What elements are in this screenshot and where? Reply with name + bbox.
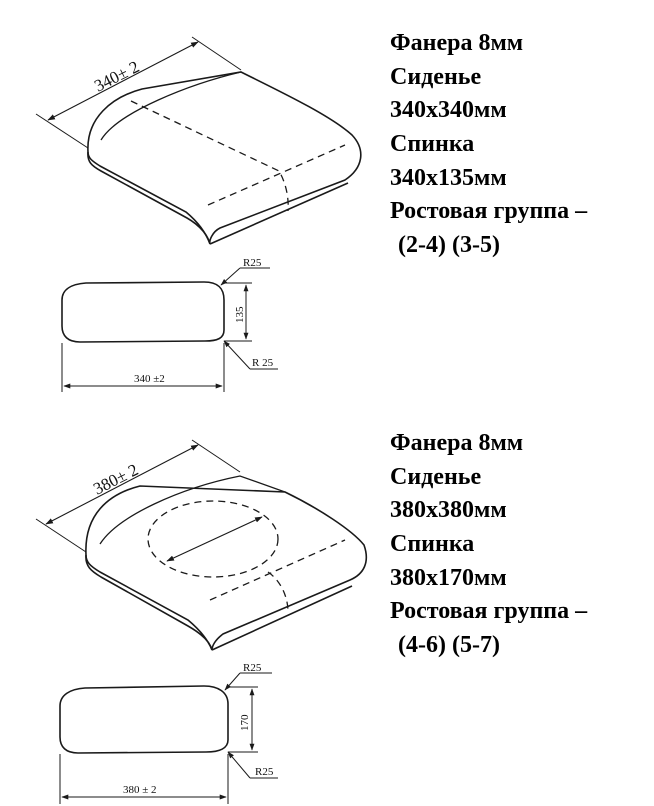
seat-iso-view-bottom bbox=[36, 440, 366, 650]
iso-dimension-label-top: 340± 2 bbox=[91, 57, 143, 96]
spec-seat-size: 380x380мм bbox=[390, 497, 507, 524]
profile-width-label-top: 340 ±2 bbox=[134, 373, 165, 385]
spec-group-label: Ростовая группа – bbox=[390, 198, 588, 225]
profile-width-label-bottom: 380 ± 2 bbox=[123, 784, 157, 796]
seat-iso-view-top bbox=[36, 37, 361, 244]
spec-block-top bbox=[390, 27, 587, 263]
spec-back-size: 340x135мм bbox=[390, 164, 507, 191]
spec-group-value: (4-6) (5-7) bbox=[398, 632, 500, 659]
seat-profile-view-top bbox=[62, 268, 278, 392]
profile-height-label-top: 135 bbox=[234, 306, 246, 323]
spec-seat-label: Сиденье bbox=[390, 63, 482, 90]
profile-radius-top-label-bottom: R25 bbox=[243, 662, 262, 674]
spec-material: Фанера 8мм bbox=[390, 430, 524, 456]
spec-seat-size: 340x340мм bbox=[390, 97, 507, 124]
spec-back-label: Спинка bbox=[390, 531, 475, 558]
spec-seat-label: Сиденье bbox=[390, 463, 482, 490]
profile-height-label-bottom: 170 bbox=[239, 714, 251, 731]
spec-block-bottom bbox=[390, 427, 587, 663]
profile-radius-bottom-label-bottom: R25 bbox=[255, 766, 274, 778]
spec-group-value: (2-4) (3-5) bbox=[398, 232, 500, 259]
spec-back-label: Спинка bbox=[390, 131, 475, 158]
iso-dimension-label-bottom: 380± 2 bbox=[90, 460, 142, 499]
spec-group-label: Ростовая группа – bbox=[390, 598, 588, 625]
spec-back-size: 380x170мм bbox=[390, 564, 507, 591]
profile-radius-bottom-label-top: R 25 bbox=[252, 357, 274, 369]
spec-material: Фанера 8мм bbox=[390, 30, 524, 56]
profile-radius-top-label-top: R25 bbox=[243, 257, 262, 269]
seat-profile-view-bottom bbox=[60, 673, 278, 804]
